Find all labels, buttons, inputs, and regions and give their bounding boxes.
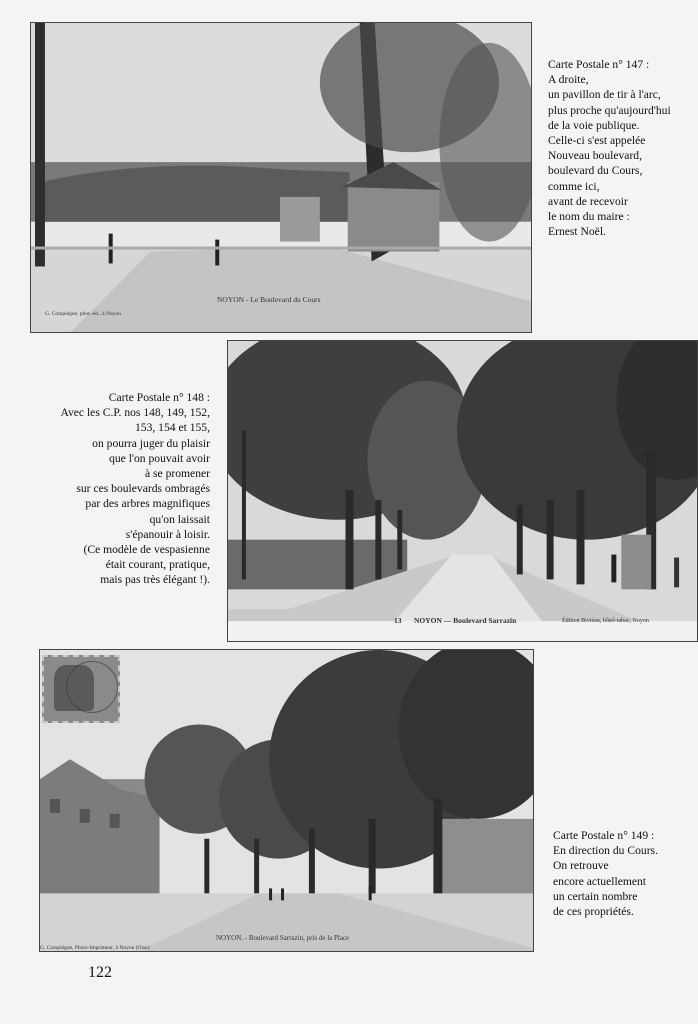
postcard-147-text: [548, 57, 698, 239]
postcard-148-caption: NOYON — Boulevard Sarrazin: [414, 616, 517, 625]
text-line: de la voie publique.: [548, 118, 640, 132]
text-line: encore actuellement: [553, 874, 647, 888]
text-line: que l'on pouvait avoir: [109, 451, 210, 465]
text-line: plus proche qu'aujourd'hui: [548, 103, 671, 117]
text-line: Carte Postale n° 148 :: [108, 391, 210, 404]
text-line: Avec les C.P. nos 148, 149, 152,: [60, 406, 210, 420]
postcard-149-photo: [39, 649, 534, 952]
postcard-149-caption: NOYON. - Boulevard Sarrazin, pris de la Place: [216, 934, 350, 942]
text-line: de ces propriétés.: [553, 905, 634, 919]
postcard-149-publisher: G. Compiègne, Photo-Imprimeur, à Noyon (Oise): [40, 945, 150, 951]
page-number: 122: [88, 964, 112, 981]
postcard-147-photo: [30, 22, 532, 333]
text-line: 153, 154 et 155,: [134, 421, 210, 435]
text-line: un certain nombre: [553, 889, 638, 903]
text-line: qu'on laissait: [149, 512, 210, 526]
postcard-147-caption: NOYON - Le Boulevard du Cours: [217, 295, 321, 304]
text-line: à se promener: [144, 467, 210, 481]
postcard-147-publisher: G. Compiègne, phot.-éd., à Noyon: [45, 311, 121, 317]
text-line: avant de recevoir: [548, 194, 628, 208]
text-line: Nouveau boulevard,: [548, 149, 643, 163]
postcard-148-number: 13: [394, 616, 402, 625]
text-line: Carte Postale n° 147 :: [548, 58, 650, 71]
text-line: En direction du Cours.: [553, 844, 658, 858]
postcard-147-scene: [31, 23, 531, 332]
postcard-149-text: [553, 828, 658, 919]
postage-stamp: [42, 655, 120, 723]
text-line: le nom du maire :: [548, 210, 630, 224]
text-line: Celle-ci s'est appelée: [548, 134, 646, 148]
postcard-148-photo: [227, 340, 698, 642]
text-line: (Ce modèle de vespasienne: [83, 543, 210, 557]
text-line: Ernest Noël.: [548, 225, 606, 239]
text-line: On retrouve: [553, 859, 609, 873]
text-line: s'épanouir à loisir.: [125, 527, 210, 541]
postcard-148-text: [20, 390, 210, 588]
text-line: mais pas très élégant !).: [100, 573, 210, 587]
stamp-postmark: [66, 661, 118, 713]
text-line: sur ces boulevards ombragés: [76, 482, 210, 496]
text-line: A droite,: [548, 73, 589, 87]
text-line: un pavillon de tir à l'arc,: [548, 88, 661, 102]
text-line: par des arbres magnifiques: [85, 497, 210, 511]
text-line: comme ici,: [548, 179, 600, 193]
postcard-148-publisher: Édition Biviéan, hôtel-tabac, Noyon: [562, 618, 649, 624]
text-line: Carte Postale n° 149 :: [553, 829, 655, 842]
text-line: on pourra juger du plaisir: [92, 436, 210, 450]
text-line: boulevard du Cours,: [548, 164, 643, 178]
text-line: était courant, pratique,: [105, 558, 210, 572]
postcard-148-scene: [228, 341, 697, 641]
